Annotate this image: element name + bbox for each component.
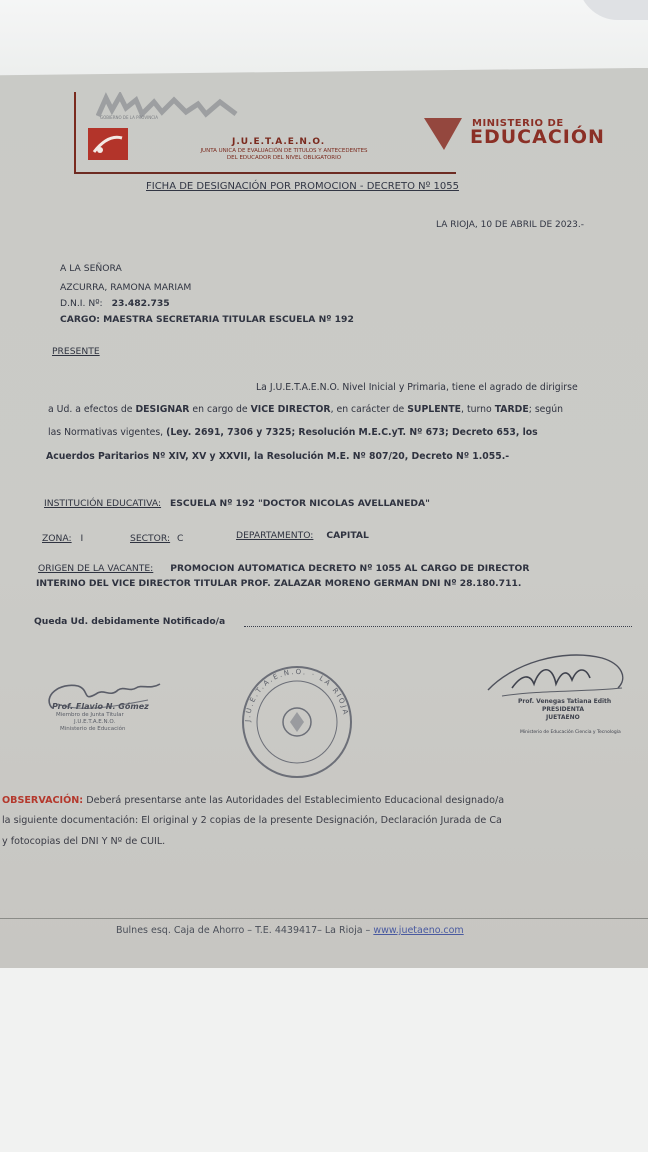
logo-subtext: GOBIERNO DE LA PROVINCIA — [100, 115, 158, 120]
institucion-label: INSTITUCIÓN EDUCATIVA: — [44, 498, 162, 509]
observacion-line-3: y fotocopias del DNI Y Nº de CUIL. — [2, 836, 166, 847]
document-page — [0, 68, 648, 968]
body-text: , turno — [461, 404, 495, 415]
footer-website-link[interactable]: www.juetaeno.com — [373, 925, 464, 936]
body-bold: TARDE — [494, 404, 529, 415]
sector-value: C — [177, 533, 184, 544]
institucion-value: ESCUELA Nº 192 "DOCTOR NICOLAS AVELLANEDA" — [169, 498, 430, 509]
cargo-line: CARGO: MAESTRA SECRETARIA TITULAR ESCUELA Nº 192 — [60, 314, 354, 325]
org-fullname — [168, 148, 400, 162]
body-bold: SUPLENTE — [407, 404, 462, 415]
document-date: LA RIOJA, 10 DE ABRIL DE 2023.- — [436, 220, 584, 230]
document-title: FICHA DE DESIGNACIÓN POR PROMOCION - DECRETO Nº 1055 — [146, 181, 459, 192]
signature-left-name: Prof. Flavio N. Gómez — [52, 702, 149, 711]
signature-right-line4: Ministerio de Educación Ciencia y Tecnología — [520, 730, 621, 735]
notificado-text: Queda Ud. debidamente Notificado/a — [34, 616, 226, 627]
body-line-2 — [48, 399, 563, 420]
departamento-label: DEPARTAMENTO: — [236, 530, 314, 541]
origen-line-2: INTERINO DEL VICE DIRECTOR TITULAR PROF. ZALAZAR MORENO GERMAN DNI Nº 28.180.711. — [36, 578, 522, 589]
origen-value-1: PROMOCION AUTOMATICA DECRETO Nº 1055 AL CARGO DE DIRECTOR — [170, 563, 530, 574]
dni-label: D.N.I. Nº: — [60, 298, 103, 309]
observacion-text-1: Deberá presentarse ante las Autoridades del Establecimiento Educacional designado/a — [83, 795, 505, 806]
signature-left-line3: J.U.E.T.A.E.N.O. — [74, 719, 116, 725]
observacion-line-1 — [2, 795, 504, 806]
zona-label: ZONA: — [42, 533, 72, 544]
signature-left-line4: Ministerio de Educación — [60, 726, 126, 732]
zona-value: I — [80, 533, 84, 544]
institucion-line — [44, 498, 430, 509]
departamento-field — [236, 530, 369, 541]
gob-logo-icon — [88, 128, 128, 160]
stamp-ring-text: J.U.E.T.A.E.N.O. · LA RIOJA — [243, 667, 350, 723]
sector-field — [130, 533, 183, 544]
body-line-4: Acuerdos Paritarios Nº XIV, XV y XXVII, la Resolución M.E. Nº 807/20, Decreto Nº 1.055.- — [46, 451, 510, 462]
signature-left-line2: Miembro de Junta Titular — [56, 712, 124, 718]
departamento-value: CAPITAL — [326, 530, 369, 541]
dni-value: 23.482.735 — [111, 298, 170, 309]
ministerio-top: MINISTERIO DE — [472, 118, 564, 129]
footer-divider — [0, 918, 648, 919]
header-rule-horizontal — [74, 172, 456, 174]
body-bold: (Ley. 2691, 7306 y 7325; Resolución M.E.C.yT. Nº 673; Decreto 653, los — [166, 427, 538, 438]
origen-label: ORIGEN DE LA VACANTE: — [38, 563, 154, 574]
ministerio-logo — [430, 116, 615, 156]
signature-right-name: Prof. Venegas Tatiana Edith — [518, 698, 612, 705]
body-text: en cargo de — [189, 404, 251, 415]
footer — [116, 925, 464, 936]
org-acronym: J.U.E.T.A.E.N.O. — [232, 137, 326, 147]
background-surface — [0, 0, 648, 80]
sector-label: SECTOR: — [130, 533, 171, 544]
body-line-1: La J.U.E.T.A.E.N.O. Nivel Inicial y Primaria, tiene el agrado de dirigirse — [256, 382, 578, 393]
stamp-seal-icon — [238, 664, 356, 780]
body-line-3 — [48, 422, 538, 443]
body-text: , en carácter de — [330, 404, 408, 415]
official-stamp — [238, 664, 356, 780]
org-fullname-line1: JUNTA UNICA DE EVALUACIÓN DE TITULOS Y ANTECEDENTES — [200, 148, 368, 154]
observacion-label: OBSERVACIÓN: — [2, 795, 84, 806]
body-text: ; según — [528, 404, 564, 415]
signature-right-line3: JUETAENO — [546, 714, 580, 721]
salutation: A LA SEÑORA — [60, 263, 122, 274]
signature-left — [38, 668, 178, 748]
header-rule-vertical — [74, 92, 76, 174]
signature-right-line2: PRESIDENTA — [542, 706, 585, 713]
body-bold: VICE DIRECTOR — [250, 404, 331, 415]
footer-address: Bulnes esq. Caja de Ahorro – T.E. 4439417– La Rioja – — [116, 925, 374, 936]
ministerio-main: EDUCACIÓN — [470, 126, 605, 148]
ministerio-chevron-icon — [424, 116, 464, 152]
la-rioja-logo — [96, 92, 246, 120]
zona-field — [42, 533, 83, 544]
presente: PRESENTE — [52, 346, 100, 357]
observacion-line-2: la siguiente documentación: El original y 2 copias de la presente Designación, Declaración Jurada de Ca — [2, 815, 502, 826]
signature-right — [482, 644, 632, 744]
notificado-dotted-line — [244, 626, 632, 627]
body-text: a Ud. a efectos de — [48, 404, 136, 415]
origen-line-1 — [38, 563, 529, 574]
org-fullname-line2: DEL EDUCADOR DEL NIVEL OBLIGATORIO — [226, 155, 342, 161]
recipient-name: AZCURRA, RAMONA MARIAM — [60, 282, 192, 293]
body-text: las Normativas vigentes, — [48, 427, 167, 438]
dni-line — [60, 298, 170, 309]
body-bold: DESIGNAR — [135, 404, 190, 415]
handwritten-signature-icon — [482, 644, 632, 704]
